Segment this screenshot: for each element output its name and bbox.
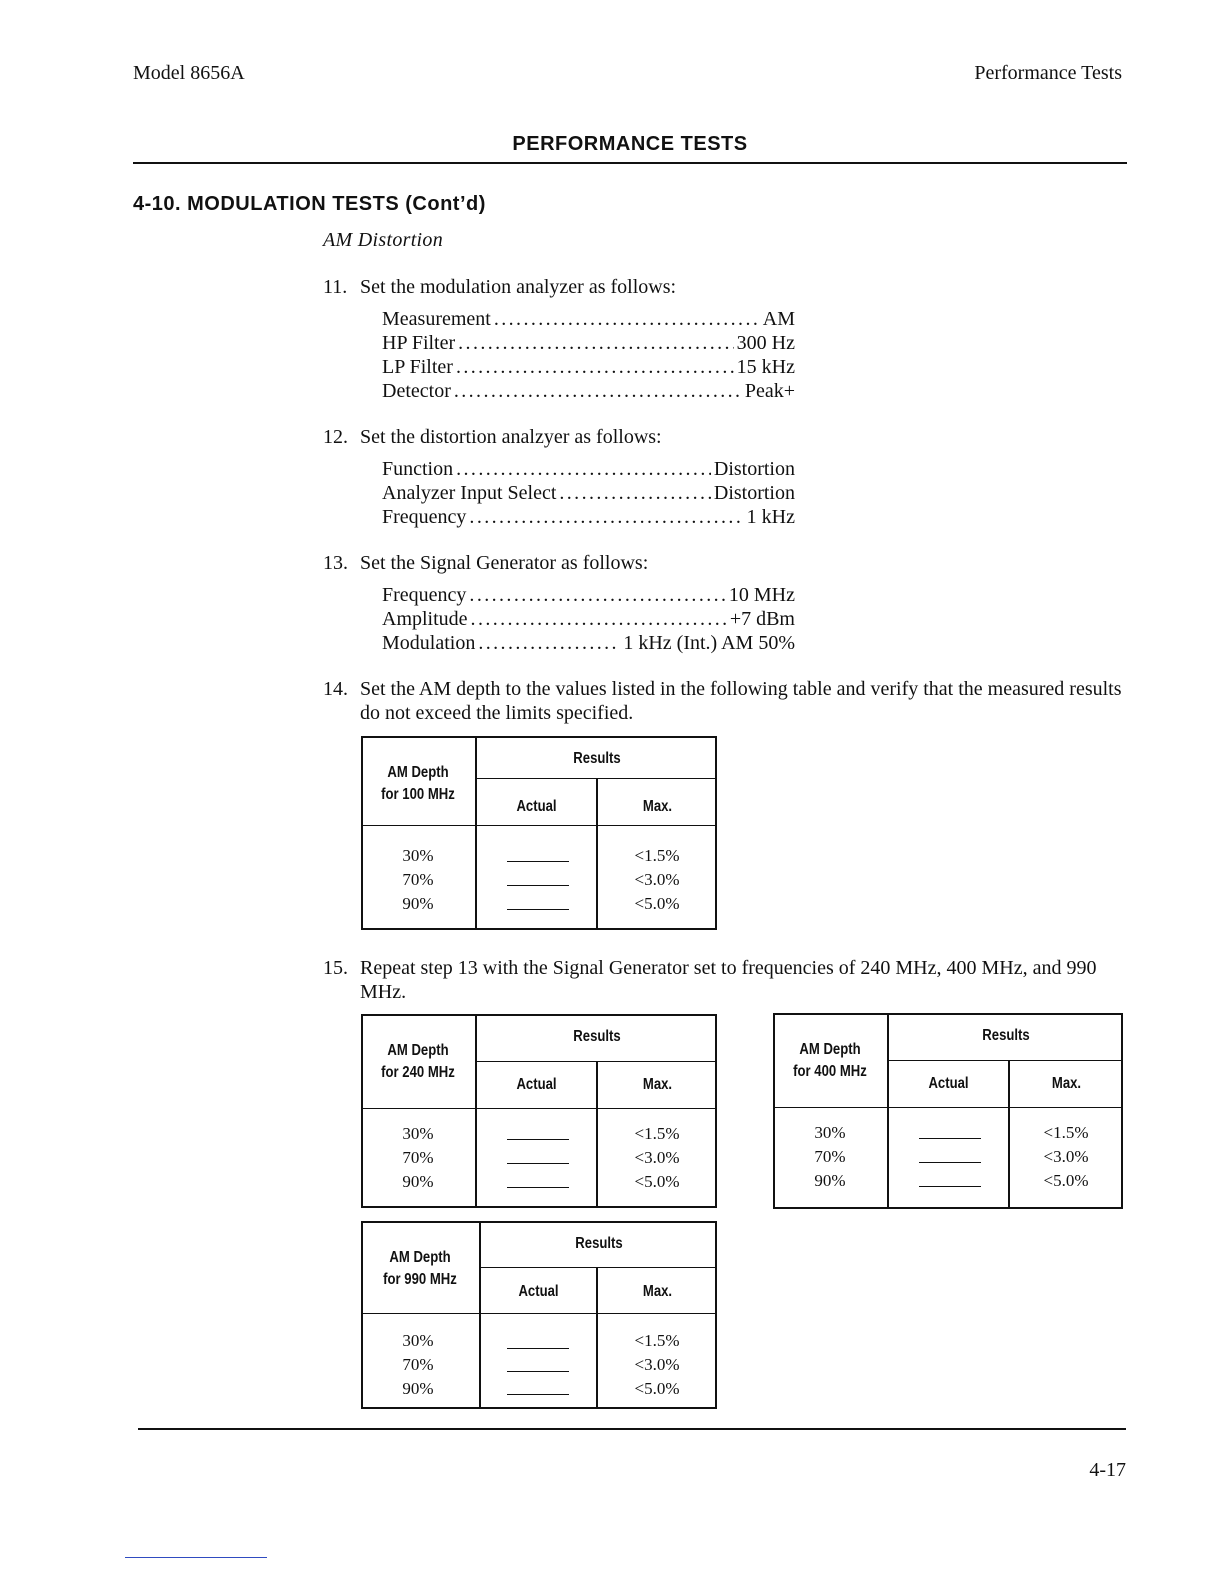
setting-value: AM	[762, 308, 795, 330]
setting-value: Distortion	[713, 482, 795, 504]
max-value: <5.0%	[634, 894, 680, 913]
setting-value: 10 MHz	[728, 584, 795, 606]
section-title: PERFORMANCE TESTS	[512, 133, 748, 155]
page-number: 4-17	[1089, 1459, 1126, 1481]
distortion-table-990mhz	[361, 1221, 717, 1415]
modulation-analyzer-settings	[382, 307, 795, 403]
max-value: <5.0%	[1043, 1171, 1089, 1190]
depth-value: 30%	[402, 1331, 434, 1350]
sub-heading: 4-10. MODULATION TESTS (Cont’d)	[133, 193, 486, 215]
depth-value: 90%	[814, 1171, 846, 1190]
setting-label: Analyzer Input Select	[382, 482, 557, 504]
setting-value: 1 kHz	[746, 506, 795, 528]
max-value: <3.0%	[634, 1355, 680, 1374]
setting-value: Distortion	[713, 458, 795, 480]
depth-value: 30%	[402, 846, 434, 865]
actual-blank	[919, 1138, 981, 1139]
depth-value: 70%	[402, 1148, 434, 1167]
actual-header: Actual	[518, 1283, 559, 1300]
actual-blank	[507, 885, 569, 886]
setting-label: LP Filter	[382, 356, 453, 378]
am-depth-header: AM Depth for 100 MHz	[381, 764, 455, 803]
am-depth-header: AM Depth for 240 MHz	[381, 1042, 455, 1081]
step-text: Set the modulation analyzer as follows:	[360, 276, 677, 298]
distortion-table-400mhz	[773, 1013, 1123, 1207]
signal-generator-settings	[382, 583, 795, 655]
setting-row	[382, 379, 795, 403]
max-value: <1.5%	[1043, 1123, 1089, 1142]
footer-underline	[125, 1557, 267, 1558]
max-header: Max.	[642, 1076, 673, 1093]
actual-blank	[507, 1139, 569, 1140]
depth-value: 70%	[814, 1147, 846, 1166]
setting-label: Modulation	[382, 632, 476, 654]
depth-value: 70%	[402, 1355, 434, 1374]
depth-value: 90%	[402, 1379, 434, 1398]
max-value: <1.5%	[634, 846, 680, 865]
am-depth-header: AM Depth for 990 MHz	[383, 1249, 457, 1288]
step-number: 14.	[323, 678, 348, 700]
actual-blank	[507, 1394, 569, 1395]
distortion-table-100mhz	[361, 736, 717, 930]
step-number: 11.	[323, 276, 348, 298]
step-12	[323, 425, 1125, 449]
am-depth-header: AM Depth for 400 MHz	[793, 1041, 867, 1080]
setting-row	[382, 583, 795, 607]
setting-row	[382, 481, 795, 505]
bottom-rule	[138, 1428, 1126, 1430]
setting-row	[382, 607, 795, 631]
max-value: <1.5%	[634, 1331, 680, 1350]
depth-value: 70%	[402, 870, 434, 889]
actual-blank	[507, 1348, 569, 1349]
actual-blank	[507, 1187, 569, 1188]
setting-label: Detector	[382, 380, 451, 402]
setting-value: 300 Hz	[736, 332, 795, 354]
step-text: Set the distortion analzyer as follows:	[360, 426, 662, 448]
setting-label: Frequency	[382, 506, 467, 528]
max-value: <3.0%	[1043, 1147, 1089, 1166]
results-header: Results	[573, 1028, 621, 1045]
setting-label: Amplitude	[382, 608, 468, 630]
step-text: Repeat step 13 with the Signal Generator set to frequencies of 240 MHz, 400 MHz, and 990 MHz.	[360, 957, 1097, 1003]
results-header: Results	[573, 750, 621, 767]
header-model: Model 8656A	[133, 62, 245, 84]
actual-blank	[507, 1371, 569, 1372]
step-11	[323, 275, 1125, 299]
depth-value: 30%	[814, 1123, 846, 1142]
depth-value: 90%	[402, 1172, 434, 1191]
setting-value: Peak+	[744, 380, 795, 402]
max-value: <1.5%	[634, 1124, 680, 1143]
actual-header: Actual	[516, 1076, 557, 1093]
setting-value: 15 kHz	[736, 356, 795, 378]
setting-row	[382, 631, 795, 655]
setting-row	[382, 457, 795, 481]
setting-value: +7 dBm	[729, 608, 795, 630]
actual-header: Actual	[928, 1075, 969, 1092]
setting-label: HP Filter	[382, 332, 456, 354]
setting-row	[382, 355, 795, 379]
results-header: Results	[575, 1235, 623, 1252]
am-distortion-heading: AM Distortion	[323, 229, 444, 251]
step-number: 13.	[323, 552, 348, 574]
actual-blank	[507, 1163, 569, 1164]
step-14	[323, 677, 1125, 725]
setting-label: Frequency	[382, 584, 467, 606]
max-value: <3.0%	[634, 1148, 680, 1167]
top-rule	[133, 162, 1127, 164]
setting-label: Function	[382, 458, 454, 480]
max-value: <5.0%	[634, 1172, 680, 1191]
distortion-table-240mhz	[361, 1014, 717, 1208]
actual-blank	[919, 1186, 981, 1187]
setting-label: Measurement	[382, 308, 491, 330]
step-15	[323, 956, 1125, 1004]
step-number: 15.	[323, 957, 348, 979]
depth-value: 90%	[402, 894, 434, 913]
max-value: <5.0%	[634, 1379, 680, 1398]
step-text: Set the Signal Generator as follows:	[360, 552, 649, 574]
depth-value: 30%	[402, 1124, 434, 1143]
results-header: Results	[982, 1027, 1030, 1044]
actual-header: Actual	[516, 798, 557, 815]
max-header: Max.	[642, 1283, 673, 1300]
actual-blank	[507, 861, 569, 862]
actual-blank	[919, 1162, 981, 1163]
max-header: Max.	[1051, 1075, 1082, 1092]
max-value: <3.0%	[634, 870, 680, 889]
step-number: 12.	[323, 426, 348, 448]
actual-blank	[507, 909, 569, 910]
max-header: Max.	[642, 798, 673, 815]
setting-row	[382, 505, 795, 529]
header-section: Performance Tests	[974, 62, 1122, 84]
setting-value: 1 kHz (Int.) AM 50%	[623, 632, 795, 654]
setting-row	[382, 307, 795, 331]
step-13	[323, 551, 1125, 575]
setting-row	[382, 331, 795, 355]
distortion-analyzer-settings	[382, 457, 795, 529]
step-text: Set the AM depth to the values listed in the following table and verify that the measured results do not exceed the limits specified.	[360, 678, 1122, 724]
